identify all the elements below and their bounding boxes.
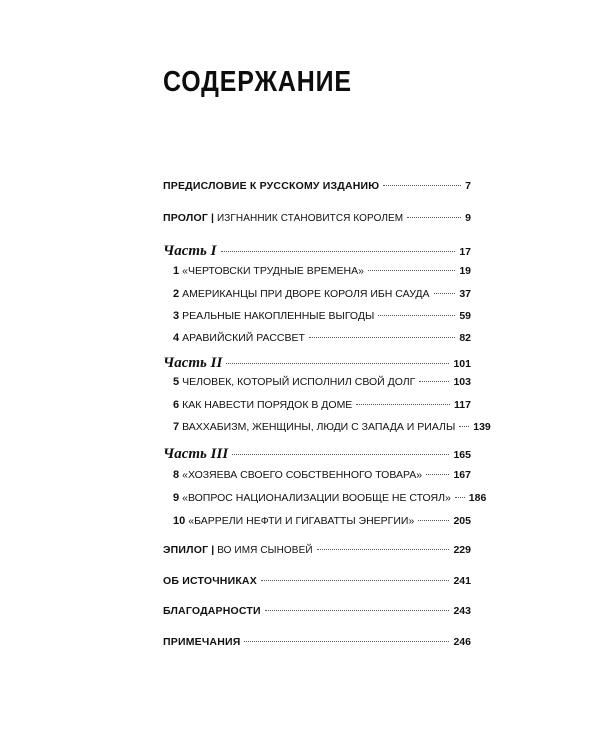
page-number: 243 [453, 605, 471, 617]
part-label: Часть I [163, 243, 217, 259]
dot-leader [309, 337, 455, 338]
toc-chapter [173, 332, 471, 344]
dot-leader [356, 404, 450, 405]
entry-label: ПРЕДИСЛОВИЕ К РУССКОМУ ИЗДАНИЮ [163, 180, 380, 192]
entry-label: ВАХХАБИЗМ, ЖЕНЩИНЫ, ЛЮДИ С ЗАПАДА И РИАЛЫ [182, 421, 456, 433]
entry-label: АМЕРИКАНЦЫ ПРИ ДВОРЕ КОРОЛЯ ИБН САУДА [182, 288, 430, 300]
page-title: СОДЕРЖАНИЕ [163, 66, 352, 98]
dot-leader [378, 315, 455, 316]
toc-entry [163, 544, 471, 556]
chapter-number: 9 [173, 492, 180, 504]
entry-label: БЛАГОДАРНОСТИ [163, 605, 261, 617]
page-number: 165 [453, 449, 471, 461]
page-number: 241 [453, 575, 471, 587]
entry-label: «ЧЕРТОВСКИ ТРУДНЫЕ ВРЕМЕНА» [182, 265, 364, 277]
page-number: 19 [459, 265, 471, 277]
page-number: 167 [453, 469, 471, 481]
entry-label: РЕАЛЬНЫЕ НАКОПЛЕННЫЕ ВЫГОДЫ [182, 310, 375, 322]
entry-label: ОБ ИСТОЧНИКАХ [163, 575, 257, 587]
entry-label: ПРОЛОГ [163, 212, 209, 224]
page-number: 186 [468, 492, 487, 504]
toc-chapter [173, 310, 471, 322]
page-number: 9 [465, 212, 471, 224]
page-number: 103 [453, 376, 471, 388]
toc-chapter [173, 469, 471, 481]
part-label: Часть III [163, 446, 229, 462]
dot-leader [317, 549, 450, 550]
page-number: 101 [453, 358, 471, 370]
entry-label: «БАРРЕЛИ НЕФТИ И ГИГАВАТТЫ ЭНЕРГИИ» [188, 515, 415, 527]
toc-part [163, 243, 471, 260]
entry-label: ЭПИЛОГ [163, 544, 209, 556]
page-number: 82 [459, 332, 471, 344]
page-number: 117 [454, 399, 471, 411]
entry-subtitle: ВО ИМЯ СЫНОВЕЙ [217, 545, 313, 556]
toc-chapter [173, 492, 487, 504]
dot-leader [418, 520, 449, 521]
page-number: 17 [459, 246, 471, 258]
dot-leader [434, 293, 456, 294]
chapter-number: 1 [173, 265, 180, 277]
dot-leader [226, 363, 449, 364]
toc-entry [163, 636, 471, 648]
page-number: 229 [453, 544, 471, 556]
toc-chapter [173, 399, 471, 411]
page-number: 7 [465, 180, 471, 192]
page-number: 59 [459, 310, 471, 322]
chapter-number: 8 [173, 469, 180, 481]
toc-entry [163, 180, 471, 192]
dot-leader [232, 454, 449, 455]
entry-label: ЧЕЛОВЕК, КОТОРЫЙ ИСПОЛНИЛ СВОЙ ДОЛГ [182, 376, 416, 388]
page-number: 139 [473, 421, 491, 433]
dot-leader [426, 474, 449, 475]
dot-leader [455, 497, 465, 498]
dot-leader [368, 270, 455, 271]
dot-leader [383, 185, 461, 186]
entry-separator: | [211, 544, 215, 556]
dot-leader [419, 381, 449, 382]
chapter-number: 2 [173, 288, 180, 300]
dot-leader [407, 217, 461, 218]
dot-leader [244, 641, 449, 642]
toc-entry [163, 212, 471, 224]
chapter-number: 4 [173, 332, 180, 344]
toc-part [163, 446, 471, 463]
entry-separator: | [211, 212, 214, 224]
dot-leader [265, 610, 450, 611]
chapter-number: 6 [173, 399, 180, 411]
chapter-number: 10 [173, 515, 186, 527]
chapter-number: 5 [173, 376, 180, 388]
entry-label: ПРИМЕЧАНИЯ [163, 636, 241, 648]
page-number: 205 [453, 515, 471, 527]
entry-label: КАК НАВЕСТИ ПОРЯДОК В ДОМЕ [182, 399, 353, 411]
toc-chapter [173, 421, 491, 433]
toc-chapter [173, 265, 471, 277]
dot-leader [221, 251, 456, 252]
toc-entry [163, 605, 471, 617]
page-number: 37 [459, 288, 471, 300]
toc-entry [163, 575, 471, 587]
entry-subtitle: ИЗГНАННИК СТАНОВИТСЯ КОРОЛЕМ [216, 213, 404, 224]
toc-chapter [173, 288, 471, 300]
dot-leader [261, 580, 450, 581]
entry-label: «ХОЗЯЕВА СВОЕГО СОБСТВЕННОГО ТОВАРА» [182, 469, 423, 481]
toc-chapter [173, 515, 471, 527]
entry-label: АРАВИЙСКИЙ РАССВЕТ [182, 332, 305, 344]
page-number: 246 [453, 636, 471, 648]
chapter-number: 3 [173, 310, 180, 322]
toc-chapter [173, 376, 471, 388]
entry-label: «ВОПРОС НАЦИОНАЛИЗАЦИИ ВООБЩЕ НЕ СТОЯЛ» [182, 492, 451, 504]
part-label: Часть II [163, 355, 223, 371]
toc-part [163, 355, 471, 372]
chapter-number: 7 [173, 421, 180, 433]
dot-leader [459, 426, 469, 427]
